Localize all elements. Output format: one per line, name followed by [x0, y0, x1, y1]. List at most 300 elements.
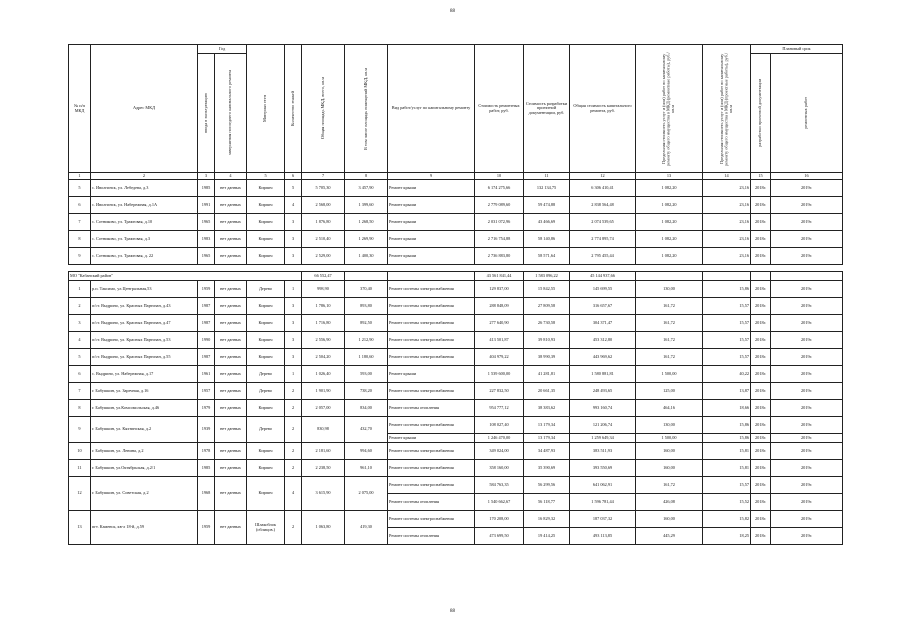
cell-a14: 15,82: [703, 511, 751, 528]
spacer-cell: [524, 265, 570, 272]
header-total-area: Общая площадь МКД, всего, кв.м: [302, 45, 345, 173]
cell-last: нет данных: [215, 366, 247, 383]
cell-c11: 58 140,86: [524, 231, 570, 248]
cell-last: нет данных: [215, 400, 247, 417]
cell-c14: 15,57: [703, 315, 751, 332]
cell-c16: 2019г.: [771, 315, 843, 332]
cell-c16: 2019г.: [771, 349, 843, 366]
table-row: [69, 443, 843, 460]
cell-c13: 161,72: [636, 315, 703, 332]
cell-parea: 2 075,00: [345, 477, 388, 511]
cell-addr: г. Бабушкин, ул. Кяхтинская, д.2: [91, 417, 198, 443]
spacer-cell: [69, 265, 91, 272]
cell-c16: 2019г.: [771, 460, 843, 477]
header-number-cell: 2: [91, 173, 198, 180]
cell-b11: 13 179,34: [524, 434, 570, 443]
table-row: [69, 197, 843, 214]
cell-c15: 2018г.: [751, 366, 771, 383]
cell-b15: 2018г.: [751, 494, 771, 511]
header-limit-design: Предельная стоимость услуг и (или) работ по капитальному ремонту общего имущества в МКД (проектные работы), руб./кв.м: [703, 45, 751, 173]
spacer-cell: [198, 265, 215, 272]
cell-c13: 1 082,20: [636, 214, 703, 231]
header-floors: Количество этажей: [285, 45, 302, 173]
cell-c11: 41 281,81: [524, 366, 570, 383]
cell-c10: 2 031 072,96: [475, 214, 524, 231]
cell-a10: 584 763,35: [475, 477, 524, 494]
cell-parea: 1 180,60: [345, 349, 388, 366]
cell-area: 1 063,80: [302, 511, 345, 545]
cell-area: 2 510,40: [302, 231, 345, 248]
cell-fl: 4: [285, 477, 302, 511]
header-number-cell: 4: [215, 173, 247, 180]
cell-c12: 2 795 455,44: [570, 248, 636, 265]
header-number-cell: 16: [771, 173, 843, 180]
table-row: [69, 298, 843, 315]
cell-n: 7: [69, 383, 91, 400]
cell-c12: 453 312,80: [570, 332, 636, 349]
cell-c13: 1 082,20: [636, 231, 703, 248]
cell-addr: с. Выдрино, ул. Набережная, д.17: [91, 366, 198, 383]
spacer-cell: [285, 265, 302, 272]
cell-last: нет данных: [215, 180, 247, 197]
cell-n: 1: [69, 281, 91, 298]
cell-work: Ремонт системы электроснабжения: [388, 298, 475, 315]
cell-c10: 2 736 883,80: [475, 248, 524, 265]
cell-c15: 2018г.: [751, 443, 771, 460]
cell-c15: 2018г.: [751, 197, 771, 214]
cell-fl: 3: [285, 349, 302, 366]
cell-a13: 130,00: [636, 417, 703, 434]
cell-a16: 2019г.: [771, 477, 843, 494]
cell-a13: 160,00: [636, 511, 703, 528]
header-number-cell: 14: [703, 173, 751, 180]
cell-mat: Кирпич: [247, 332, 285, 349]
cell-fl: 1: [285, 366, 302, 383]
table-row: [69, 511, 843, 528]
cell-n: 8: [69, 231, 91, 248]
cell-addr: с. Сотниково, ул. Трактовая, д. 22: [91, 248, 198, 265]
cell-c12: 993 160,74: [570, 400, 636, 417]
cell-c12: 145 699,55: [570, 281, 636, 298]
header-plan-design: разработки проектной документации: [751, 54, 771, 173]
cell-addr: г. Бабушкин, ул. Заречная, д.16: [91, 383, 198, 400]
cell-parea: 432,70: [345, 417, 388, 443]
cell-area: 1 786,10: [302, 298, 345, 315]
cell-y: 1978: [198, 443, 215, 460]
cell-a15: 2018г.: [751, 511, 771, 528]
cell-c14: 15,86: [703, 281, 751, 298]
cell-n: 12: [69, 477, 91, 511]
cell-c14: 15,57: [703, 332, 751, 349]
cell-c11: 26 730,58: [524, 315, 570, 332]
cell-addr: г. Бабушкин, ул.Октябрьская, д.2/1: [91, 460, 198, 477]
cell-c10: 6 174 275,66: [475, 180, 524, 197]
cell-a15: 2018г.: [751, 417, 771, 434]
cell-a16: 2019г.: [771, 511, 843, 528]
cell-area: 2 568,00: [302, 197, 345, 214]
cell-fl: 5: [285, 180, 302, 197]
cell-w1: Ремонт системы электроснабжения: [388, 511, 475, 528]
cell-b11: 56 118,77: [524, 494, 570, 511]
cell-mat: Дерево: [247, 366, 285, 383]
header-plan-repair: ремонтных работ: [771, 54, 843, 173]
cell-last: нет данных: [215, 477, 247, 511]
cell-parea: 1 399,60: [345, 197, 388, 214]
cell-c10: 413 501,87: [475, 332, 524, 349]
cell-b12: 1 596 781,44: [570, 494, 636, 511]
cell-n: 5: [69, 349, 91, 366]
cell-area: 1 901,90: [302, 383, 345, 400]
header-year-commissioned: ввода в эксплуатацию: [198, 54, 215, 173]
cell-c16: 2019г.: [771, 332, 843, 349]
table-row: [69, 248, 843, 265]
cell-parea: 3 457,90: [345, 180, 388, 197]
spacer-cell: [703, 265, 751, 272]
cell-mat: Кирпич: [247, 248, 285, 265]
header-limit-repair: Предельная стоимость услуг и (или) работ по капитальному ремонту общего имущества в МКД (ремонтные работы), руб./кв.м: [636, 45, 703, 173]
cell-addr: р.п. Таксимо, ул.Центральная,53: [91, 281, 198, 298]
cell-c13: 161,72: [636, 332, 703, 349]
table-row: [69, 214, 843, 231]
spacer-cell: [215, 265, 247, 272]
cell-c15: 2018г.: [751, 315, 771, 332]
cell-addr: пгт. Каменск, кв-л 18-й, д.59: [91, 511, 198, 545]
cell-fl: 2: [285, 460, 302, 477]
cell-work: Ремонт системы электроснабжения: [388, 383, 475, 400]
cell-c12: 316 657,67: [570, 298, 636, 315]
cell-work: Ремонт системы электроснабжения: [388, 332, 475, 349]
cell-c12: 248 493,65: [570, 383, 636, 400]
cell-fl: 3: [285, 248, 302, 265]
cell-work: Ремонт системы отопления: [388, 400, 475, 417]
spacer-cell: [91, 265, 198, 272]
table-row: [69, 332, 843, 349]
spacer-cell: [570, 265, 636, 272]
cell-fl: 2: [285, 511, 302, 545]
header-year-last-repair: завершения последнего капитального ремонта: [215, 54, 247, 173]
cell-y: 1968: [198, 477, 215, 511]
cell-c10: 288 848,09: [475, 298, 524, 315]
header-address: Адрес МКД: [91, 45, 198, 173]
cell-c15: 2018г.: [751, 460, 771, 477]
cell-fl: 2: [285, 443, 302, 460]
cell-last: нет данных: [215, 197, 247, 214]
cell-area: 1 716,80: [302, 315, 345, 332]
header-premises-area: В том числе площадь помещений МКД, кв.м: [345, 45, 388, 173]
cell-c16: 2019г.: [771, 383, 843, 400]
cell-mat: Кирпич: [247, 231, 285, 248]
cell-c11: 20 661,35: [524, 383, 570, 400]
cell-c16: 2019г.: [771, 281, 843, 298]
header-number-cell: 15: [751, 173, 771, 180]
table-cell: [703, 272, 751, 281]
cell-c16: 2019г.: [771, 214, 843, 231]
table-row: [69, 366, 843, 383]
table-row: [69, 315, 843, 332]
cell-c13: 1 082,20: [636, 197, 703, 214]
cell-c14: 18,66: [703, 400, 751, 417]
spacer-cell: [771, 265, 843, 272]
table-row: [69, 349, 843, 366]
cell-mat: Шлакоблок (облицов.): [247, 511, 285, 545]
cell-y: 1990: [198, 332, 215, 349]
cell-c12: 2 774 895,74: [570, 231, 636, 248]
cell-fl: 2: [285, 417, 302, 443]
cell-mat: Кирпич: [247, 315, 285, 332]
cell-c12: 2 838 564,48: [570, 197, 636, 214]
cell-c16: 2019г.: [771, 400, 843, 417]
table-cell: [636, 272, 703, 281]
cell-c14: 23,16: [703, 180, 751, 197]
cell-parea: 1 400,30: [345, 248, 388, 265]
cell-c13: 1 082,20: [636, 180, 703, 197]
cell-mat: Кирпич: [247, 400, 285, 417]
cell-mat: Кирпич: [247, 477, 285, 511]
cell-b12: 1 259 649,34: [570, 434, 636, 443]
cell-n: 10: [69, 443, 91, 460]
cell-c10: 1 539 600,00: [475, 366, 524, 383]
cell-a11: 13 179,34: [524, 417, 570, 434]
spacer-cell: [475, 265, 524, 272]
municipality-design-cost: 1 583 096,22: [524, 272, 570, 281]
cell-y: 1987: [198, 298, 215, 315]
cell-last: нет данных: [215, 332, 247, 349]
cell-w2: Ремонт крыши: [388, 434, 475, 443]
cell-c15: 2018г.: [751, 248, 771, 265]
cell-c14: 40,22: [703, 366, 751, 383]
cell-c16: 2019г.: [771, 298, 843, 315]
header-plan-group: Плановый срок: [751, 45, 843, 54]
cell-area: 1 026,40: [302, 366, 345, 383]
cell-work: Ремонт крыши: [388, 180, 475, 197]
cell-parea: 994,60: [345, 443, 388, 460]
cell-c15: 2018г.: [751, 281, 771, 298]
municipality-total-cost: 45 144 937,66: [570, 272, 636, 281]
cell-c14: 23,16: [703, 231, 751, 248]
cell-n: 2: [69, 298, 91, 315]
header-number-cell: 13: [636, 173, 703, 180]
cell-mat: Кирпич: [247, 214, 285, 231]
cell-n: 3: [69, 315, 91, 332]
table-row: [69, 383, 843, 400]
cell-a12: 187 037,32: [570, 511, 636, 528]
header-work-type: Вид работ/услуг по капитальному ремонту: [388, 45, 475, 173]
cell-n: 11: [69, 460, 91, 477]
cell-c12: 443 969,62: [570, 349, 636, 366]
table-cell: [771, 272, 843, 281]
cell-mat: Дерево: [247, 281, 285, 298]
cell-addr: с. Сотниково, ул. Трактовая, д.3: [91, 231, 198, 248]
cell-addr: г. Бабушкин, ул. Ленина, д.2: [91, 443, 198, 460]
cell-c16: 2019г.: [771, 197, 843, 214]
cell-a16: 2019г.: [771, 417, 843, 434]
cell-addr: г. Бабушкин, ул. Советская, д.2: [91, 477, 198, 511]
cell-c11: 35 390,69: [524, 460, 570, 477]
cell-mat: Кирпич: [247, 298, 285, 315]
cell-last: нет данных: [215, 443, 247, 460]
header-number-cell: 6: [285, 173, 302, 180]
cell-c16: 2019г.: [771, 443, 843, 460]
cell-a12: 121 206,74: [570, 417, 636, 434]
cell-n: 6: [69, 197, 91, 214]
cell-addr: п/ст. Выдрино, ул. Красных Партизан, д.43: [91, 298, 198, 315]
cell-c11: 34 487,93: [524, 443, 570, 460]
cell-c13: 1 500,00: [636, 366, 703, 383]
cell-last: нет данных: [215, 383, 247, 400]
cell-c14: 13,87: [703, 383, 751, 400]
cell-fl: 3: [285, 315, 302, 332]
cell-w2: Ремонт системы отопления: [388, 494, 475, 511]
cell-y: 1957: [198, 383, 215, 400]
cell-c13: 160,00: [636, 460, 703, 477]
cell-c13: 161,72: [636, 298, 703, 315]
cell-n: 7: [69, 214, 91, 231]
cell-work: Ремонт крыши: [388, 366, 475, 383]
cell-c13: 130,00: [636, 281, 703, 298]
cell-a11: 56 299,56: [524, 477, 570, 494]
table-row: [69, 281, 843, 298]
cell-n: 6: [69, 366, 91, 383]
cell-c14: 15,57: [703, 349, 751, 366]
cell-area: 2 556,90: [302, 332, 345, 349]
cell-last: нет данных: [215, 315, 247, 332]
cell-a15: 2018г.: [751, 477, 771, 494]
cell-y: 1939: [198, 417, 215, 443]
header-number-cell: 8: [345, 173, 388, 180]
cell-c15: 2018г.: [751, 383, 771, 400]
cell-last: нет данных: [215, 214, 247, 231]
cell-addr: с. Иволгинск, ул. Лебедева, д.3: [91, 180, 198, 197]
cell-c13: 160,00: [636, 443, 703, 460]
cell-w1: Ремонт системы электроснабжения: [388, 417, 475, 434]
cell-b12: 493 113,85: [570, 528, 636, 545]
cell-area: 998,90: [302, 281, 345, 298]
cell-area: 2 238,50: [302, 460, 345, 477]
table-cell: [388, 272, 475, 281]
spacer-cell: [751, 265, 771, 272]
cell-area: 5 705,30: [302, 180, 345, 197]
table-cell: [345, 272, 388, 281]
cell-c12: 383 511,93: [570, 443, 636, 460]
page-number-top: 88: [450, 9, 455, 14]
cell-parea: 419,30: [345, 511, 388, 545]
cell-n: 4: [69, 332, 91, 349]
cell-c15: 2018г.: [751, 332, 771, 349]
header-number-row: [69, 173, 843, 180]
cell-area: 2 529,00: [302, 248, 345, 265]
cell-work: Ремонт крыши: [388, 248, 475, 265]
cell-c16: 2019г.: [771, 248, 843, 265]
cell-work: Ремонт крыши: [388, 231, 475, 248]
cell-c12: 2 074 539,65: [570, 214, 636, 231]
cell-addr: п/ст. Выдрино, ул. Красных Партизан, д.55: [91, 349, 198, 366]
municipality-row: [69, 272, 843, 281]
municipality-label: МО "Кабанский район": [69, 272, 302, 281]
cell-c12: 1 580 881,81: [570, 366, 636, 383]
cell-c13: 161,72: [636, 349, 703, 366]
cell-c13: 1 082,20: [636, 248, 703, 265]
cell-parea: 893,80: [345, 298, 388, 315]
spacer-cell: [388, 265, 475, 272]
cell-b13: 426,08: [636, 494, 703, 511]
cell-c16: 2019г.: [771, 231, 843, 248]
spacer-cell: [302, 265, 345, 272]
cell-c14: 15,57: [703, 298, 751, 315]
cell-work: Ремонт системы электроснабжения: [388, 443, 475, 460]
cell-a10: 108 027,40: [475, 417, 524, 434]
cell-c10: 2 716 754,88: [475, 231, 524, 248]
cell-addr: п/ст. Выдрино, ул. Красных Партизан, д.47: [91, 315, 198, 332]
cell-c11: 43 466,69: [524, 214, 570, 231]
cell-c15: 2018г.: [751, 298, 771, 315]
cell-addr: г. Бабушкин, ул.Комсомольская, д.46: [91, 400, 198, 417]
cell-a10: 170 208,00: [475, 511, 524, 528]
cell-mat: Кирпич: [247, 349, 285, 366]
cell-area: 2 181,60: [302, 443, 345, 460]
header-number-cell: 7: [302, 173, 345, 180]
cell-c14: 15,81: [703, 443, 751, 460]
cell-work: Ремонт системы электроснабжения: [388, 315, 475, 332]
cell-a14: 15,86: [703, 417, 751, 434]
cell-a13: 161,72: [636, 477, 703, 494]
cell-fl: 3: [285, 332, 302, 349]
cell-fl: 2: [285, 400, 302, 417]
cell-parea: 370,40: [345, 281, 388, 298]
header-total-cost: Общая стоимость капитального ремонта, руб.: [570, 45, 636, 173]
cell-last: нет данных: [215, 248, 247, 265]
cell-fl: 1: [285, 281, 302, 298]
cell-c10: 129 837,00: [475, 281, 524, 298]
cell-c10: 2 779 089,60: [475, 197, 524, 214]
cell-y: 1987: [198, 315, 215, 332]
cell-last: нет данных: [215, 511, 247, 545]
cell-addr: п/ст. Выдрино, ул. Красных Партизан, д.53: [91, 332, 198, 349]
cell-c15: 2018г.: [751, 231, 771, 248]
cell-c14: 23,16: [703, 214, 751, 231]
cell-c11: 39 810,93: [524, 332, 570, 349]
cell-b10: 1 246 470,00: [475, 434, 524, 443]
cell-c16: 2019г.: [771, 180, 843, 197]
cell-fl: 3: [285, 231, 302, 248]
cell-mat: Кирпич: [247, 197, 285, 214]
cell-n: 9: [69, 248, 91, 265]
cell-y: 1965: [198, 214, 215, 231]
cell-area: 2 504,20: [302, 349, 345, 366]
cell-c15: 2018г.: [751, 400, 771, 417]
header-number-cell: 9: [388, 173, 475, 180]
cell-addr: с. Сотниково, ул. Трактовая, д.10: [91, 214, 198, 231]
cell-c12: 304 371,47: [570, 315, 636, 332]
cell-fl: 3: [285, 298, 302, 315]
spacer-cell: [345, 265, 388, 272]
header-number-cell: 5: [247, 173, 285, 180]
cell-last: нет данных: [215, 231, 247, 248]
cell-work: Ремонт системы электроснабжения: [388, 281, 475, 298]
table-cell: [751, 272, 771, 281]
page-number-bottom: 88: [450, 609, 455, 614]
header-number-cell: 3: [198, 173, 215, 180]
cell-fl: 3: [285, 214, 302, 231]
cell-c11: 59 474,88: [524, 197, 570, 214]
table-row: [69, 460, 843, 477]
cell-mat: Дерево: [247, 383, 285, 400]
header-number-cell: 10: [475, 173, 524, 180]
cell-mat: Кирпич: [247, 180, 285, 197]
cell-area: 2 057,00: [302, 400, 345, 417]
cell-parea: 961,10: [345, 460, 388, 477]
cell-b16: 2019г.: [771, 528, 843, 545]
cell-addr: с. Иволгинск, ул. Набережная, д.1А: [91, 197, 198, 214]
